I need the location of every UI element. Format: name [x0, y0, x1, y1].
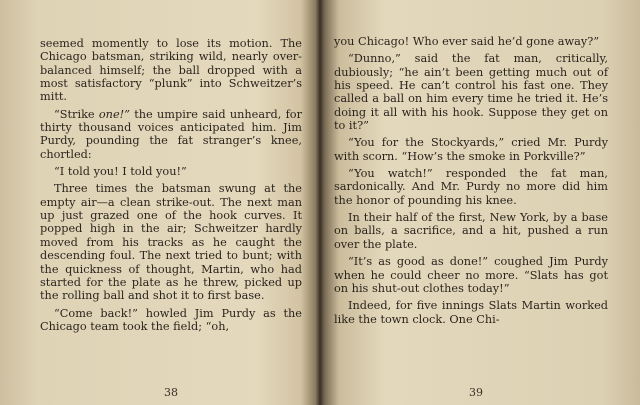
paragraph: “Dunno,” said the fat man, critically, dubiously; “he ain’t been getting much out of his speed. He can’t control his fast one. They called a ball on him every time he tried it. He’s doing it all with his hook. Suppose they get on to it?” — [334, 52, 608, 133]
paragraph: “You for the Stockyards,” cried Mr. Purdy with scorn. “How’s the smoke in Porkville?” — [334, 136, 608, 163]
text-run: “Strike — [54, 107, 99, 121]
page-number: 39 — [469, 386, 483, 399]
paragraph: Indeed, for five innings Slats Martin worked like the town clock. One Chi- — [334, 299, 608, 326]
text-run: the umpire said unheard, for thirty thousand voices anticipated him. Jim Purdy, pounding the fat stranger’s knee, chortled: — [40, 107, 302, 161]
right-page — [322, 0, 640, 405]
left-page — [0, 0, 318, 405]
page-number: 38 — [164, 386, 178, 399]
paragraph: “I told you! I told you!” — [54, 165, 187, 179]
right-page-text — [334, 35, 608, 330]
paragraph: “It’s as good as done!” coughed Jim Purdy when he could cheer no more. “Slats has got on his shut-out clothes today!” — [334, 255, 608, 295]
paragraph — [40, 108, 302, 161]
paragraph: “Come back!” howled Jim Purdy as the Chicago team took the field; “oh, — [40, 306, 302, 333]
paragraph: “You watch!” responded the fat man, sardonically. And Mr. Purdy no more did him the honor of pounding his knee. — [334, 167, 608, 207]
paragraph: Three times the batsman swung at the empty air—a clean strike-out. The next man up just grazed one of the hook curves. It popped high in the air; Schweitzer hardly moved from his tracks as he caught the descending foul. The next tried to bunt; with the quickness of thought, Martin, who had started for the plate as he threw, picked up the rolling ball and shot it to first base. — [40, 182, 302, 303]
italic-word: one!” — [98, 107, 130, 121]
paragraph: seemed momently to lose its motion. The Chicago batsman, striking wild, nearly over-balanced himself; the ball dropped with a most satisfactory “plunk” into Schweitzer’s mitt. — [40, 37, 302, 104]
left-page-text — [40, 37, 302, 337]
paragraph: you Chicago! Who ever said he’d gone away?” — [334, 35, 600, 48]
paragraph: In their half of the first, New York, by a base on balls, a sacrifice, and a hit, pushed a run over the plate. — [334, 211, 608, 251]
